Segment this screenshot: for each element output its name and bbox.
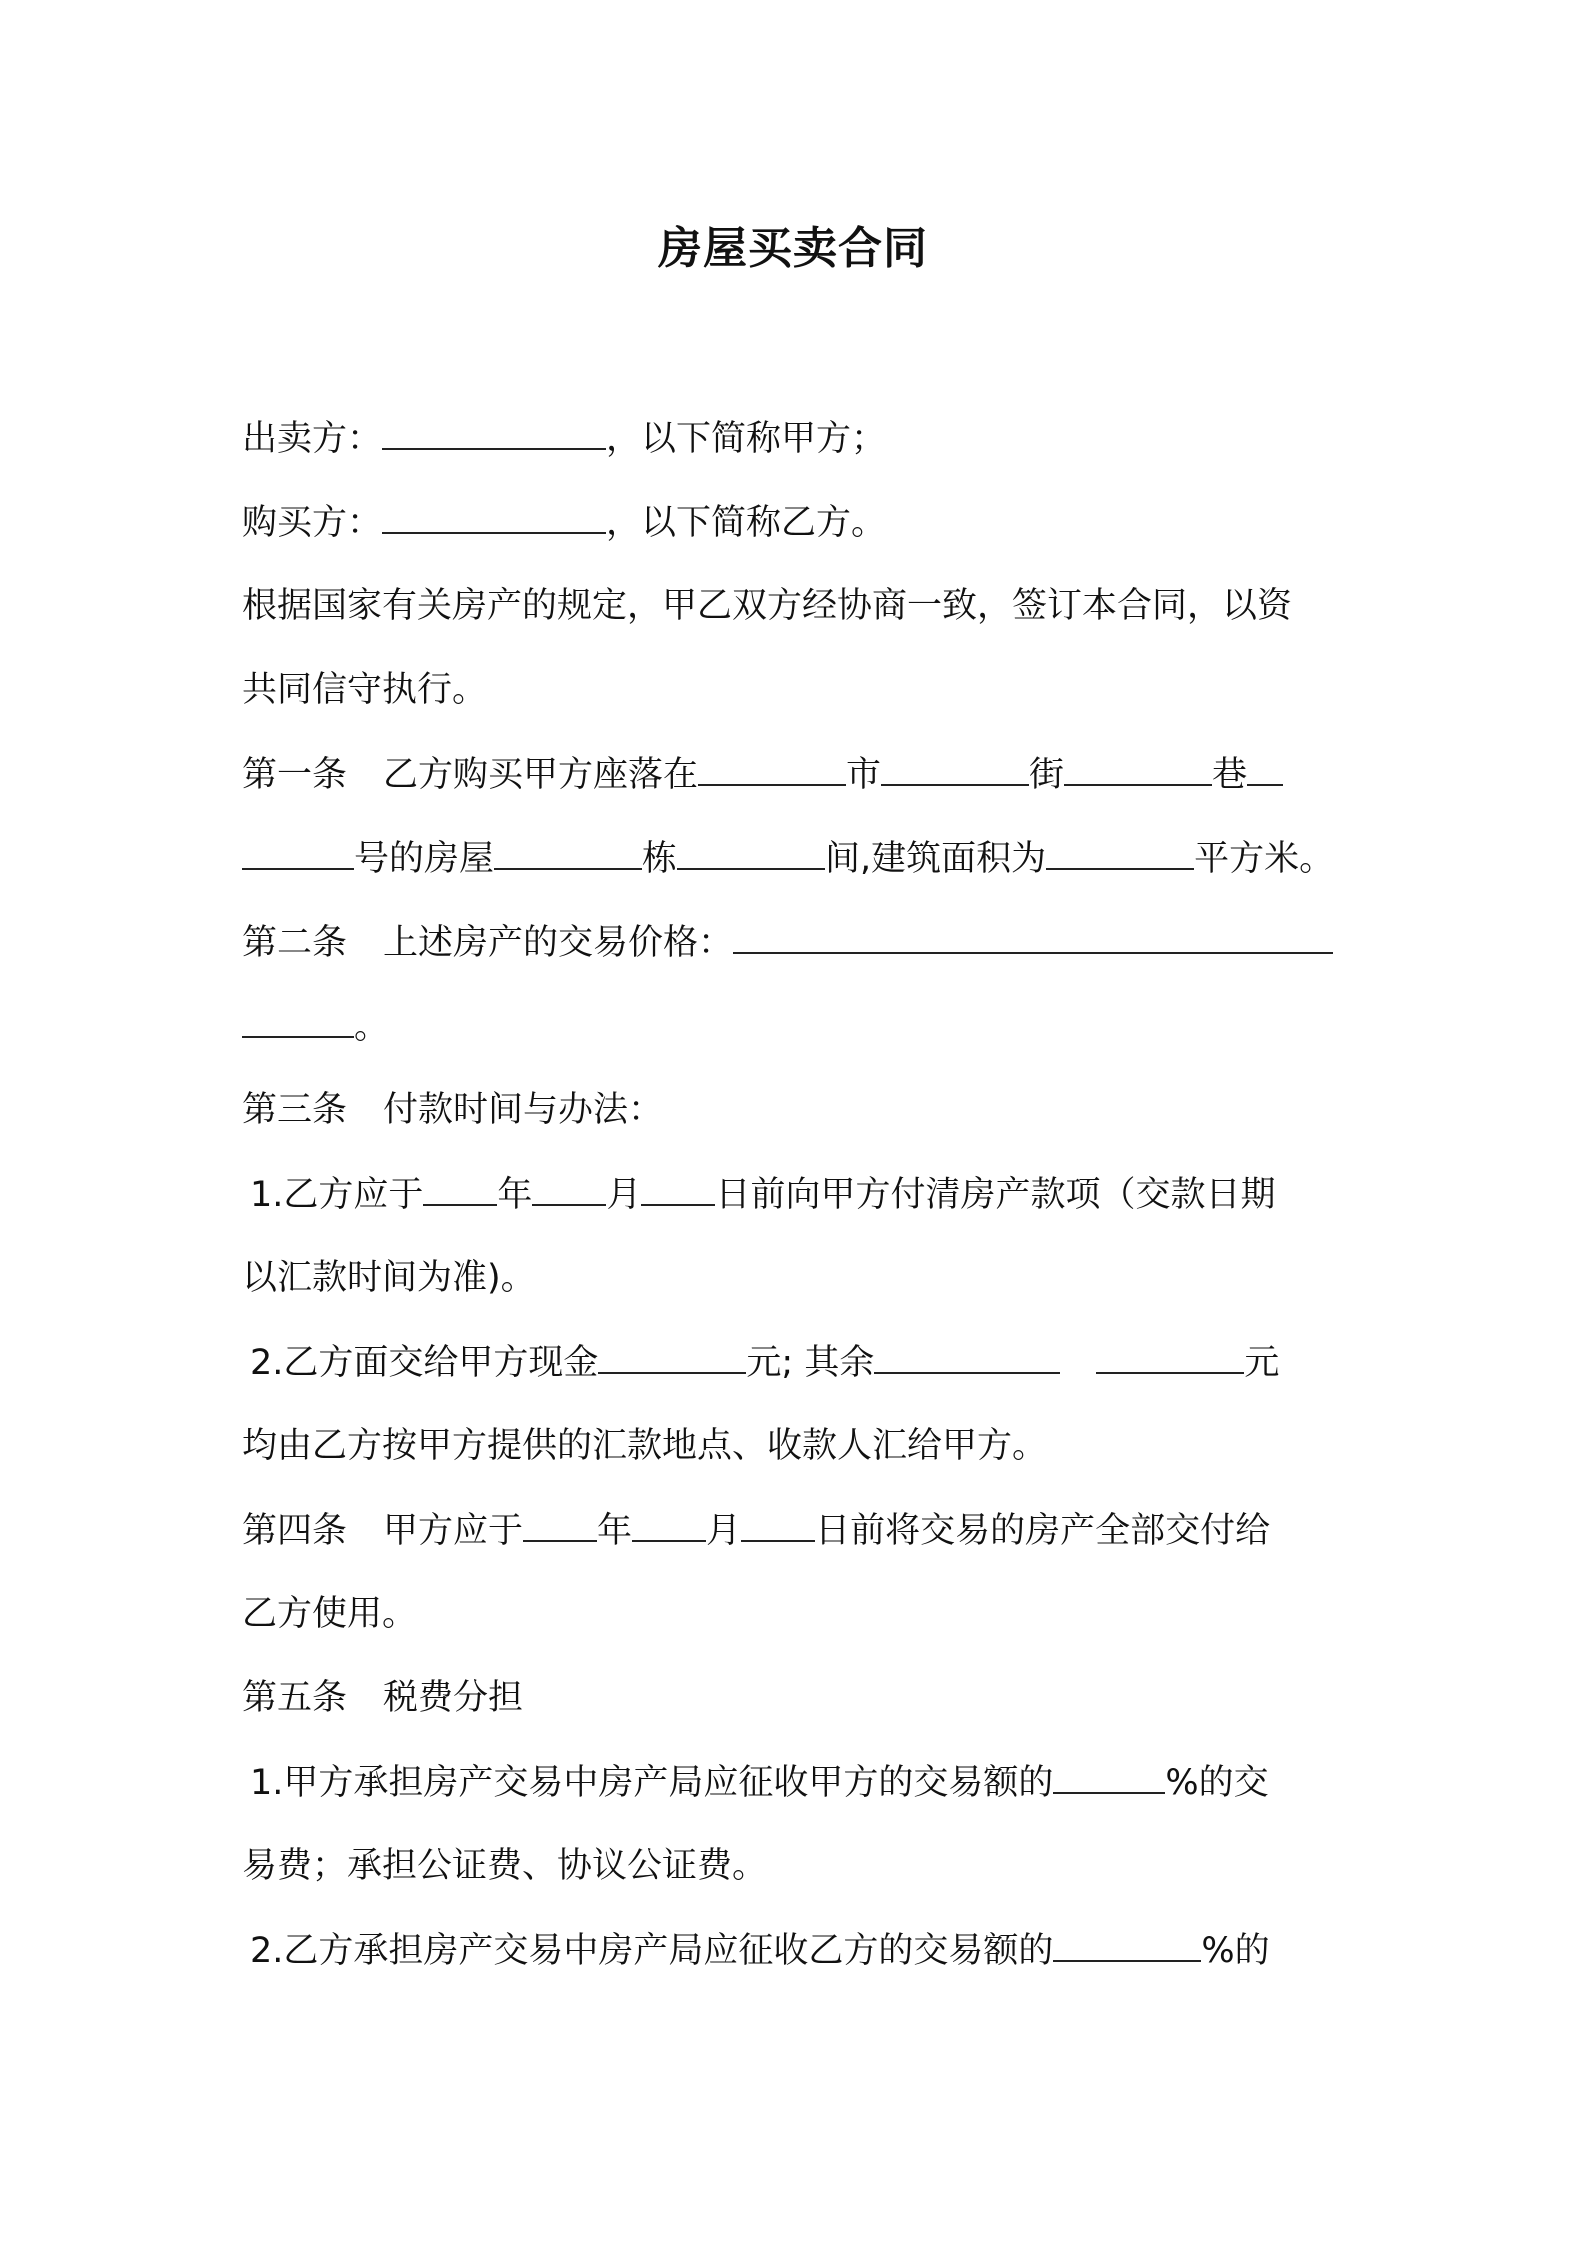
buyer-fee-percent-blank[interactable] xyxy=(1053,1926,1201,1962)
remainder-blank-2[interactable] xyxy=(1096,1338,1244,1374)
article5-item1-line-1 xyxy=(242,1758,1362,1807)
house-number-blank[interactable] xyxy=(242,834,354,870)
deliver-year-blank[interactable] xyxy=(523,1506,597,1542)
street-blank[interactable] xyxy=(881,750,1029,786)
buyer-name-blank[interactable] xyxy=(382,498,606,534)
city-blank[interactable] xyxy=(698,750,846,786)
street-label: 街 xyxy=(1029,755,1065,795)
building-blank[interactable] xyxy=(494,834,642,870)
article5-item1-line-2: 易费；承担公证费、协议公证费。 xyxy=(242,1846,768,1886)
lane-blank[interactable] xyxy=(1064,750,1212,786)
article1-text: 乙方购买甲方座落在 xyxy=(383,755,699,795)
article3-item1-num: 1. xyxy=(250,1175,284,1215)
article5-text: 税费分担 xyxy=(383,1678,524,1718)
article2-end: 。 xyxy=(354,1007,390,1047)
lane-label: 巷 xyxy=(1212,755,1248,795)
seller-label: 出卖方： xyxy=(242,419,383,459)
article3-item1-text: 乙方应于 xyxy=(283,1175,424,1215)
seller-line xyxy=(242,414,1362,463)
article4-text-b: 日前将交易的房产全部交付给 xyxy=(815,1511,1271,1551)
deliver-month-label: 月 xyxy=(706,1511,742,1551)
house-number-blank-start[interactable] xyxy=(1247,750,1283,786)
pay-year-label: 年 xyxy=(497,1175,533,1215)
document-title: 房屋买卖合同 xyxy=(658,223,928,274)
article3-item1-line-1 xyxy=(242,1170,1362,1219)
house-number-label: 号的房屋 xyxy=(354,839,495,879)
article3-item2-text: 乙方面交给甲方现金 xyxy=(283,1343,599,1383)
cash-blank[interactable] xyxy=(598,1338,746,1374)
article3-text: 付款时间与办法： xyxy=(383,1090,664,1130)
article2-heading: 第二条 xyxy=(242,923,348,963)
article3-heading: 第三条 xyxy=(242,1090,348,1130)
room-label: 间,建筑面积为 xyxy=(825,839,1047,879)
buyer-line xyxy=(242,498,1362,547)
seller-name-blank[interactable] xyxy=(382,414,606,450)
pay-month-label: 月 xyxy=(606,1175,642,1215)
deliver-year-label: 年 xyxy=(597,1511,633,1551)
intro-line-2: 共同信守执行。 xyxy=(242,670,488,710)
article5-heading-line xyxy=(242,1674,1362,1722)
article5-item1-text-b: %的交 xyxy=(1165,1763,1269,1803)
deliver-month-blank[interactable] xyxy=(632,1506,706,1542)
article3-item2-line-2: 均由乙方按甲方提供的汇款地点、收款人汇给甲方。 xyxy=(242,1426,1048,1466)
article5-item2-line-1 xyxy=(242,1926,1362,1975)
seller-suffix: ，以下简称甲方； xyxy=(606,419,887,459)
article3-item2-text-c: 元 xyxy=(1244,1343,1280,1383)
article3-item2-text-b: 元; 其余 xyxy=(746,1343,875,1383)
article1-line-2 xyxy=(242,834,1362,883)
article3-heading-line xyxy=(242,1086,1362,1134)
city-label: 市 xyxy=(846,755,882,795)
intro-line-1: 根据国家有关房产的规定，甲乙双方经协商一致，签订本合同，以资 xyxy=(242,586,1293,626)
remainder-blank-1[interactable] xyxy=(874,1338,1060,1374)
article2-text: 上述房产的交易价格： xyxy=(383,923,734,963)
article3-item1-line-2: 以汇款时间为准)。 xyxy=(242,1258,536,1298)
article5-item1-num: 1. xyxy=(250,1763,284,1803)
article2-line-2 xyxy=(242,1002,1362,1051)
article1-line-1 xyxy=(242,750,1362,799)
building-label: 栋 xyxy=(642,839,678,879)
article5-item2-text: 乙方承担房产交易中房产局应征收乙方的交易额的 xyxy=(283,1931,1054,1971)
room-blank[interactable] xyxy=(677,834,825,870)
pay-day-blank[interactable] xyxy=(641,1170,715,1206)
buyer-label: 购买方： xyxy=(242,503,383,543)
buyer-suffix: ，以下简称乙方。 xyxy=(606,503,887,543)
article4-line-1 xyxy=(242,1506,1362,1555)
article4-heading: 第四条 xyxy=(242,1511,348,1551)
seller-fee-percent-blank[interactable] xyxy=(1053,1758,1165,1794)
pay-month-blank[interactable] xyxy=(532,1170,606,1206)
article4-line-2: 乙方使用。 xyxy=(242,1594,418,1634)
article2-line-1 xyxy=(242,918,1362,967)
article5-item2-text-b: %的 xyxy=(1201,1931,1270,1971)
article3-item1-text-b: 日前向甲方付清房产款项（交款日期 xyxy=(715,1175,1276,1215)
article1-heading: 第一条 xyxy=(242,755,348,795)
price-blank-cont[interactable] xyxy=(242,1002,354,1038)
article4-text: 甲方应于 xyxy=(383,1511,524,1551)
article5-item2-num: 2. xyxy=(250,1931,284,1971)
article5-heading: 第五条 xyxy=(242,1678,348,1718)
area-unit: 平方米。 xyxy=(1194,839,1335,879)
deliver-day-blank[interactable] xyxy=(741,1506,815,1542)
pay-year-blank[interactable] xyxy=(423,1170,497,1206)
article3-item2-line-1 xyxy=(242,1338,1362,1387)
price-blank[interactable] xyxy=(733,918,1333,954)
area-blank[interactable] xyxy=(1046,834,1194,870)
article3-item2-num: 2. xyxy=(250,1343,284,1383)
article5-item1-text: 甲方承担房产交易中房产局应征收甲方的交易额的 xyxy=(283,1763,1054,1803)
